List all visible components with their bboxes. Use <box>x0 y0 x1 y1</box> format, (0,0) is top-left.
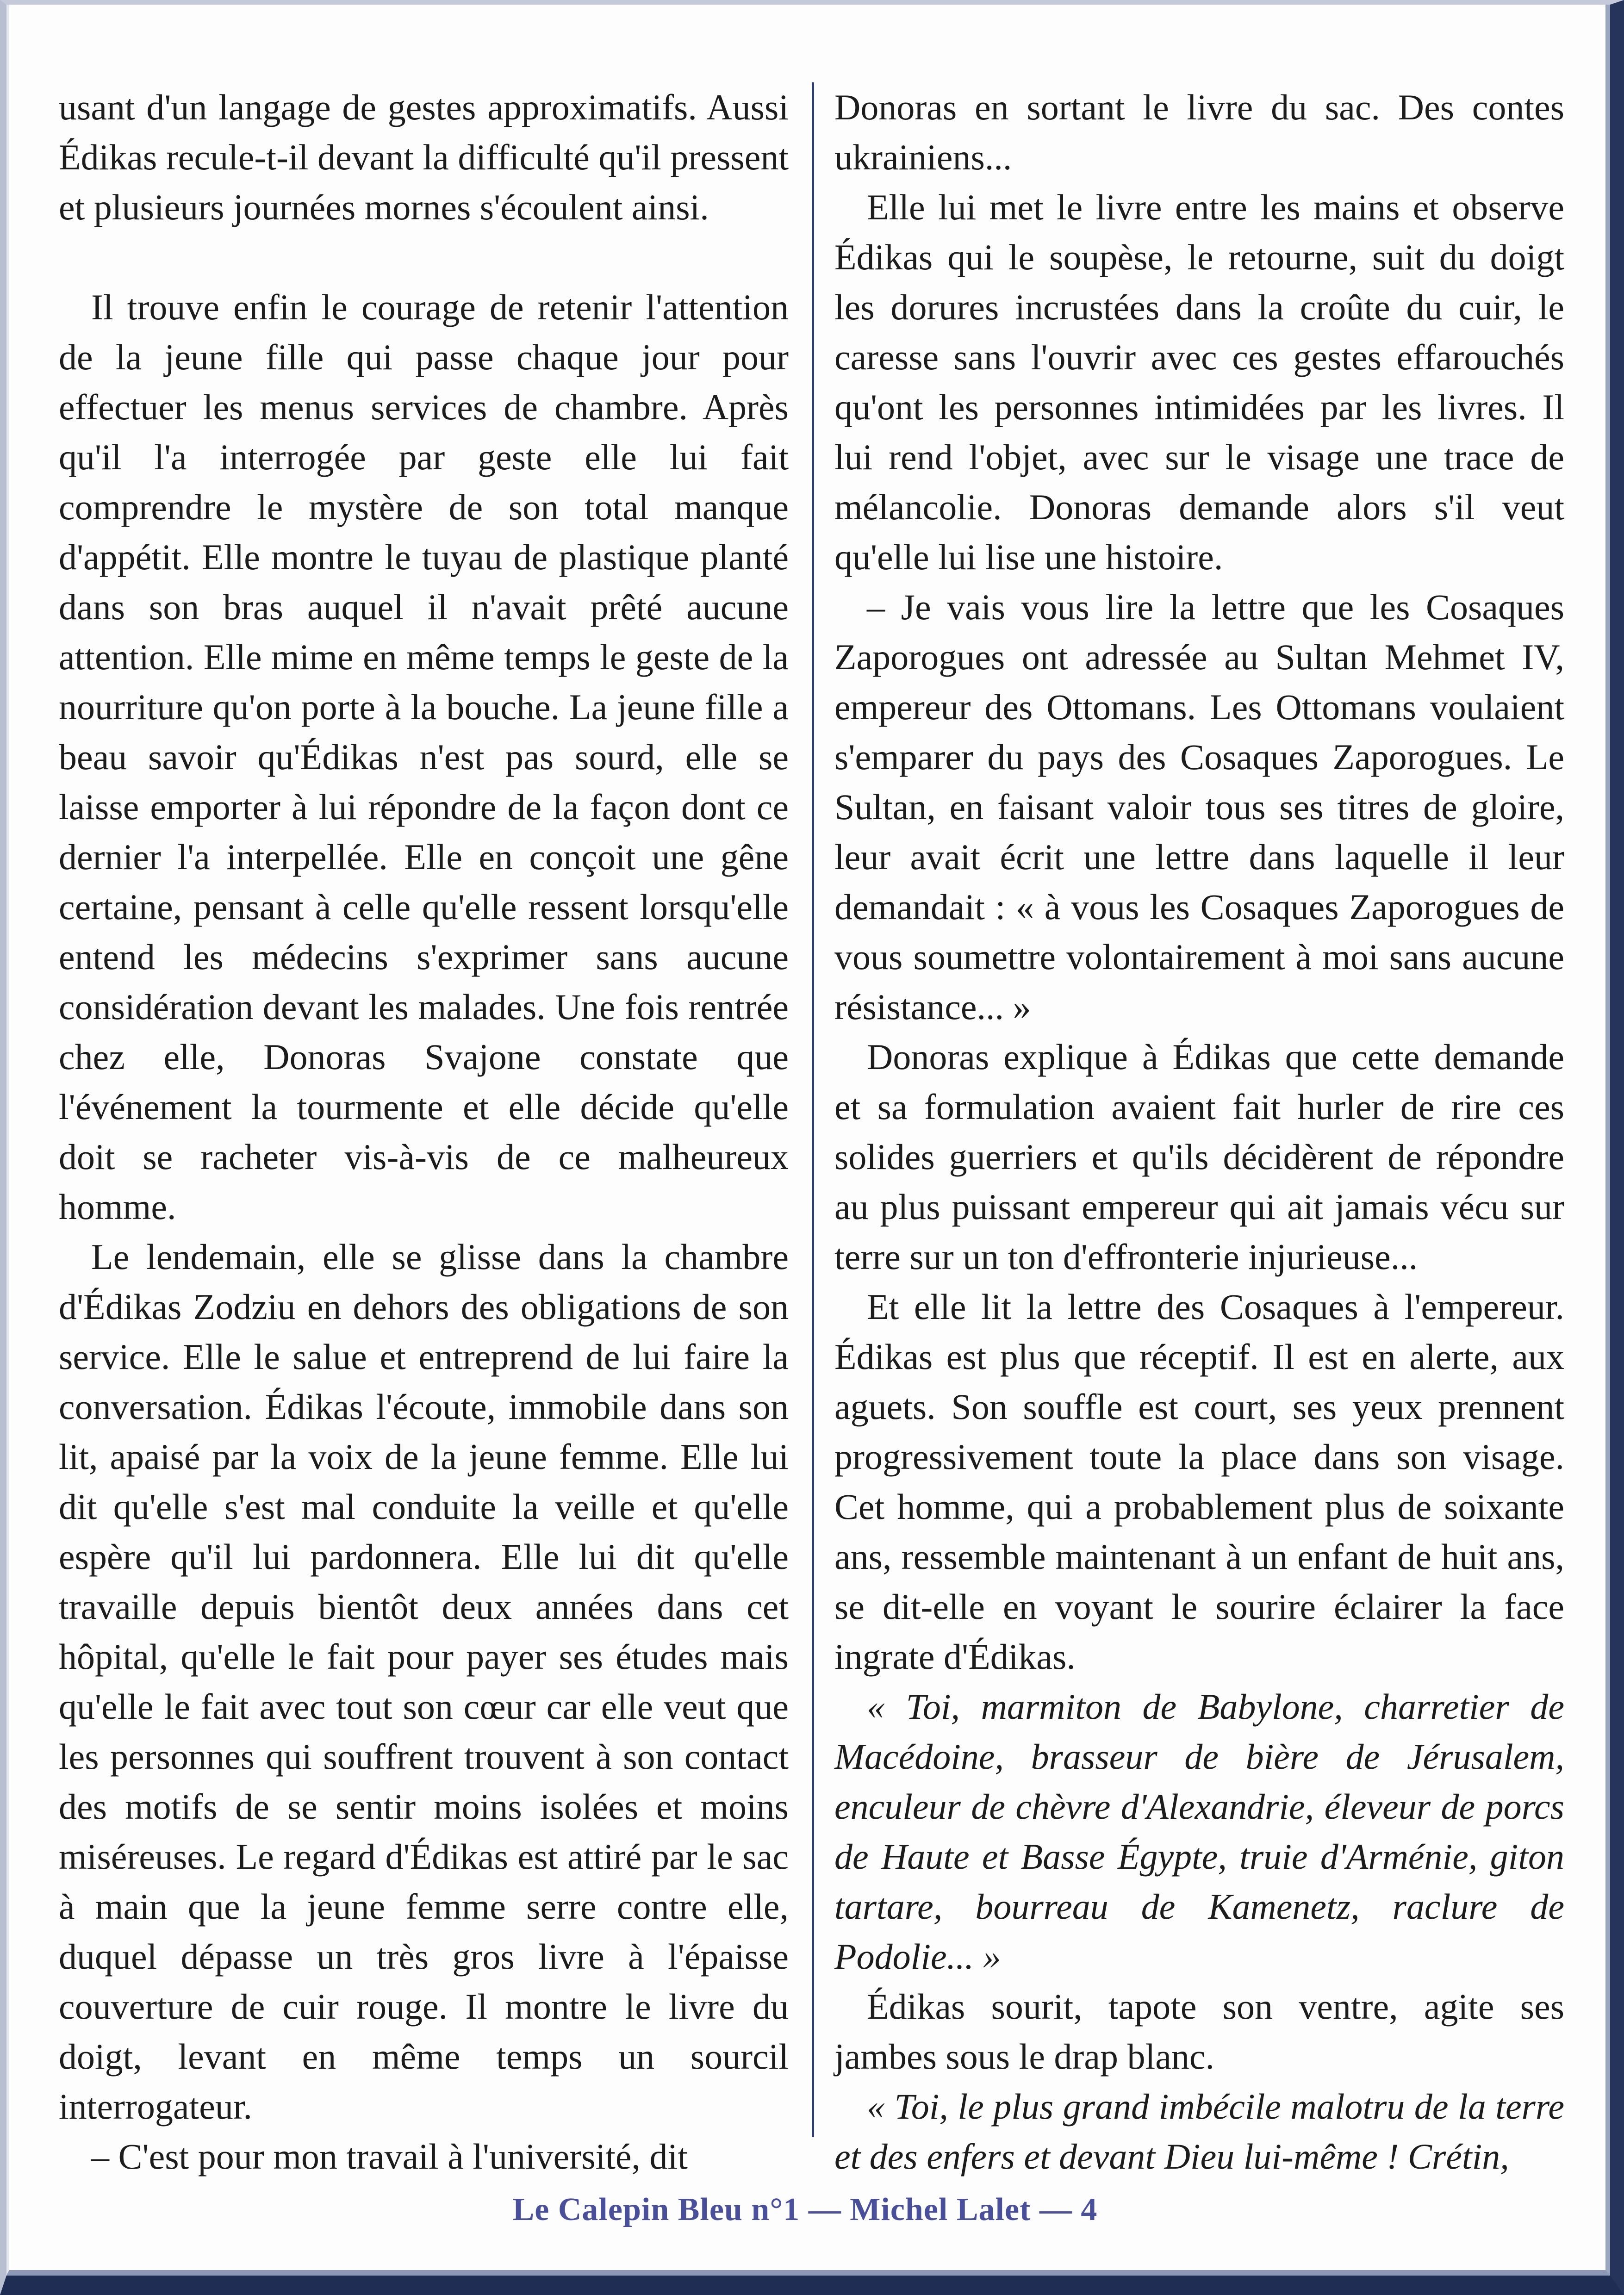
quote-paragraph: « Toi, le plus grand imbécile malotru de la terre et des enfers et devant Dieu lui-même ! Crétin, <box>834 2086 1564 2177</box>
column-divider <box>812 82 814 2137</box>
paragraph: Donoras en sortant le livre du sac. Des contes ukrainiens... <box>834 87 1564 177</box>
page-footer: Le Calepin Bleu n°1 — Michel Lalet — 4 <box>512 2192 1098 2227</box>
paragraph: Elle lui met le livre entre les mains et observe Édikas qui le soupèse, le retourne, suit du doigt les dorures incrustées dans la croûte du cuir, le caresse sans l'ouvrir avec ces gestes effarouchés qu'ont les personnes intimidées par les livres. Il lui rend l'objet, avec sur le visage une trace de mélancolie. Donoras demande alors s'il veut qu'elle lui lise une histoire. <box>834 187 1564 577</box>
paragraph: Donoras explique à Édikas que cette demande et sa formulation avaient fait hurler de rire ces solides guerriers et qu'ils décidèrent de répondre au plus puissant empereur qui ait jamais vécu sur terre sur un ton d'effronterie injurieuse... <box>834 1037 1564 1277</box>
paragraph: – C'est pour mon travail à l'université, dit <box>91 2136 688 2177</box>
paragraph: Il trouve enfin le courage de retenir l'attention de la jeune fille qui passe chaque jour pour effectuer les menus services de chambre. Après qu'il l'a interrogée par geste elle lui fait comprendre le mystère de son total manque d'appétit. Elle montre le tuyau de plastique planté dans son bras auquel il n'avait prêté aucune attention. Elle mime en même temps le geste de la nourriture qu'on porte à la bouche. La jeune fille a beau savoir qu'Édikas n'est pas sourd, elle se laisse emporter à lui répondre de la façon dont ce dernier l'a interpellée. Elle en conçoit une gêne certaine, pensant à celle qu'elle ressent lorsqu'elle entend les médecins s'exprimer sans aucune considération devant les malades. Une fois rentrée chez elle, Donoras Svajone constate que l'événement la tourmente et elle décide qu'elle doit se racheter vis-à-vis de ce malheureux homme. <box>59 287 789 1227</box>
paragraph: – Je vais vous lire la lettre que les Cosaques Zaporogues ont adressée au Sultan Mehmet IV, empereur des Ottomans. Les Ottomans voulaient s'emparer du pays des Cosaques Zaporogues. Le Sultan, en faisant valoir tous ses titres de gloire, leur avait écrit une lettre dans laquelle il leur demandait : « à vous les Cosaques Zaporogues de vous soumettre volontairement à moi sans aucune résistance... » <box>834 587 1564 1027</box>
right-text-column <box>834 82 1564 2182</box>
left-text-column <box>59 82 789 2182</box>
quote-paragraph: « Toi, marmiton de Babylone, charretier de Macédoine, brasseur de bière de Jérusalem, enculeur de chèvre d'Alexandrie, éleveur de porcs de Haute et Basse Égypte, truie d'Arménie, giton tartare, bourreau de Kamenetz, raclure de Podolie... » <box>834 1686 1564 1977</box>
paragraph: usant d'un langage de gestes approximatifs. Aussi Édikas recule-t-il devant la difficulté qu'il pressent et plusieurs journées mornes s'écoulent ainsi. <box>59 87 789 227</box>
paragraph: Édikas sourit, tapote son ventre, agite ses jambes sous le drap blanc. <box>834 1986 1564 2077</box>
paragraph: Et elle lit la lettre des Cosaques à l'empereur. Édikas est plus que réceptif. Il est en alerte, aux aguets. Son souffle est court, ses yeux prennent progressivement toute la place dans son visage. Cet homme, qui a probablement plus de soixante ans, ressemble maintenant à un enfant de huit ans, se dit-elle en voyant le sourire éclairer la face ingrate d'Édikas. <box>834 1287 1564 1677</box>
paragraph: Le lendemain, elle se glisse dans la chambre d'Édikas Zodziu en dehors des obligations de son service. Elle le salue et entreprend de lui faire la conversation. Édikas l'écoute, immobile dans son lit, apaisé par la voix de la jeune femme. Elle lui dit qu'elle s'est mal conduite la veille et qu'elle espère qu'il lui pardonnera. Elle lui dit qu'elle travaille depuis bientôt deux années dans cet hôpital, qu'elle le fait pour payer ses études mais qu'elle le fait avec tout son cœur car elle veut que les personnes qui souffrent trouvent à son contact des motifs de se sentir moins isolées et moins miséreuses. Le regard d'Édikas est attiré par le sac à main que la jeune femme serre contre elle, duquel dépasse un très gros livre à l'épaisse couverture de cuir rouge. Il montre le livre du doigt, levant en même temps un sourcil interrogateur. <box>59 1237 789 2127</box>
